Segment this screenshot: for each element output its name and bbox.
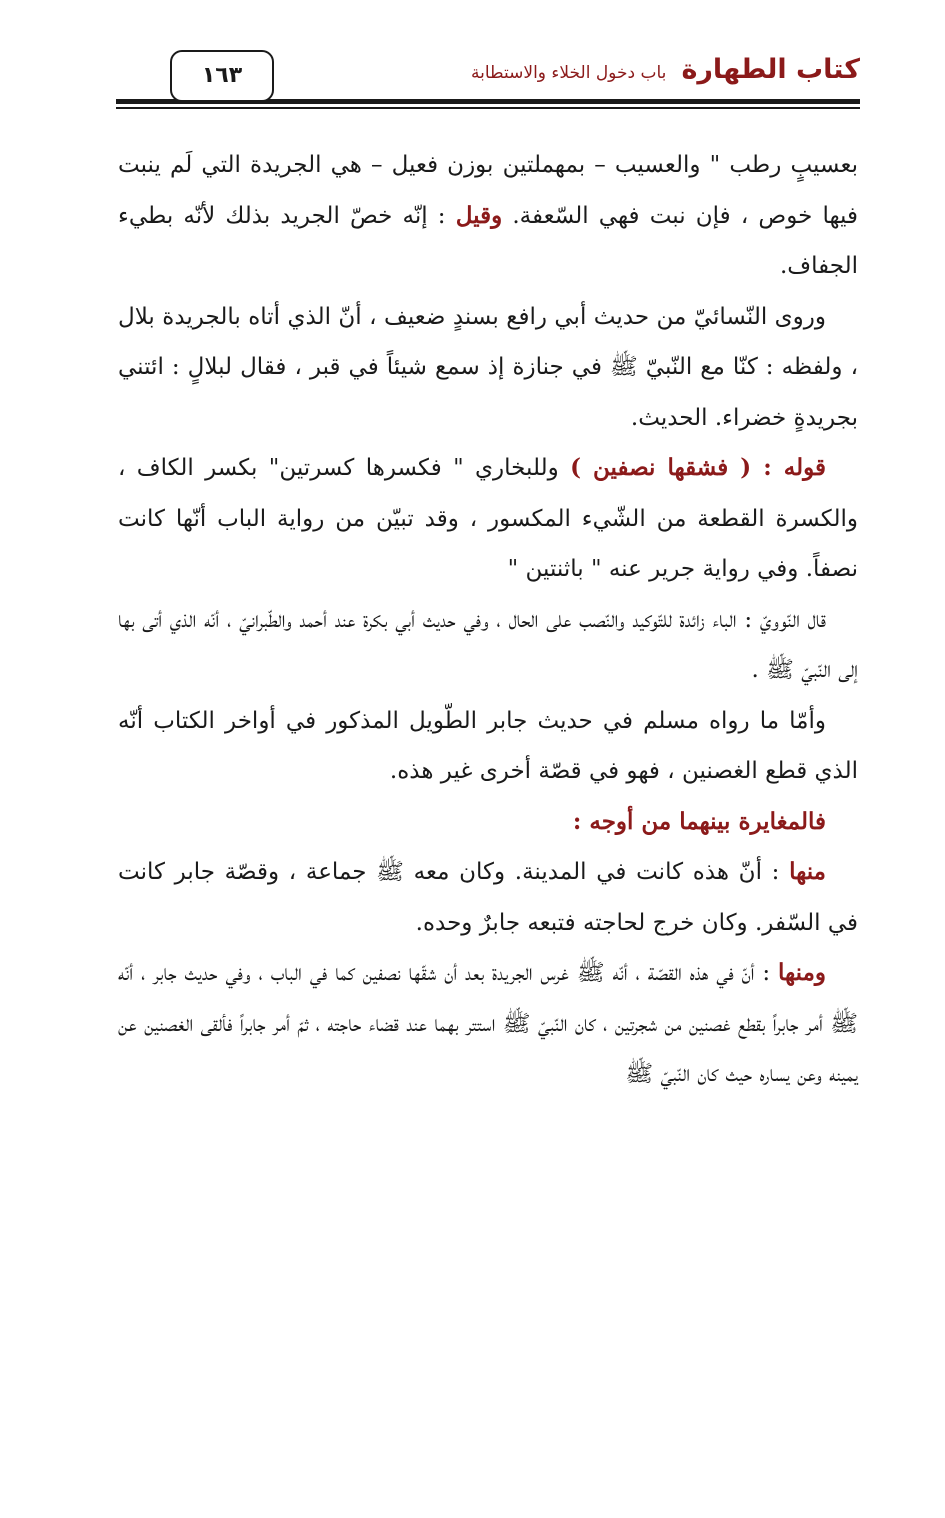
highlighted-term: فالمغايرة بينهما من أوجه : — [572, 807, 826, 835]
paragraph-text: بعسيبٍ رطب " والعسيب – بمهملتين بوزن فعيل – هي الجريدة التي لَم ينبت فيها خوص ، فإن نبت فهي السّعفة. — [118, 152, 858, 229]
header-title — [471, 54, 860, 85]
paragraph-text: : أنّ هذه كانت في المدينة. وكان معه ﷺ جماعة ، وقصّة جابر كانت في السّفر. وكان خرج لحاجته فتبعه جابرٌ وحده. — [118, 859, 858, 936]
paragraph-text: : أنّ في هذه القصّة ، أنّه ﷺ غرس الجريدة بعد أن شقّها نصفين كما في الباب ، وفي حديث جابر ، أنّه ﷺ أمر جابراً بقطع غصنين من شجرتين ، كان النّبيّ ﷺ استتر بهما عند قضاء حاجته ، ثمّ أمر جابراً فألقى الغصنين عن يمينه وعن يساره حيث كان النّبيّ ﷺ — [118, 960, 858, 1087]
paragraph-text: وأمّا ما رواه مسلم في حديث جابر الطّويل المذكور في أواخر الكتاب أنّه الذي قطع الغصنين ، فهو في قصّة أخرى غير هذه. — [118, 707, 858, 784]
paragraph — [118, 847, 858, 948]
paragraph-text: قال النّوويّ : الباء زائدة للتّوكيد والنّصب على الحال ، وفي حديث أبي بكرة عند أحمد والطّبرانيّ ، أنّه الذي أتى بها إلى النّبيّ ﷺ . — [118, 606, 858, 683]
chapter-title: باب دخول الخلاء والاستطابة — [471, 63, 667, 83]
paragraph-text: وروى النّسائيّ من حديث أبي رافع بسندٍ ضعيف ، أنّ الذي أتاه بالجريدة بلال ، ولفظه : كنّا مع النّبيّ ﷺ في جنازة إذ سمع شيئاً في قبر ، فقال لبلالٍ : ائتني بجريدةٍ خضراء. الحديث. — [118, 303, 858, 431]
paragraph — [118, 595, 858, 696]
page-number: ١٦٣ — [201, 63, 243, 88]
header-rule-thin — [116, 107, 860, 109]
paragraph — [118, 948, 858, 1100]
highlighted-term: وقيل — [455, 201, 503, 229]
paragraph — [118, 696, 858, 797]
body-text — [118, 140, 858, 1100]
paragraph-text: وللبخاري " فكسرها كسرتين" بكسر الكاف ، والكسرة القطعة من الشّيء المكسور ، وقد تبيّن من رواية الباب أنّها كانت نصفاً. وفي رواية جرير عنه " باثنتين " — [118, 455, 858, 582]
paragraph — [118, 292, 858, 444]
book-title: كتاب الطهارة — [681, 54, 860, 85]
paragraph — [118, 140, 858, 292]
highlighted-term: ومنها — [778, 959, 826, 986]
paragraph — [118, 797, 858, 848]
paragraph-text: : إنّه خصّ الجريد بذلك لأنّه بطيء الجفاف. — [118, 202, 858, 279]
highlighted-term: منها — [789, 858, 826, 885]
paragraph — [118, 443, 858, 595]
page-number-box — [170, 50, 274, 102]
highlighted-term: قوله : ( فشقها نصفين ) — [570, 454, 827, 481]
page-header — [116, 44, 860, 114]
